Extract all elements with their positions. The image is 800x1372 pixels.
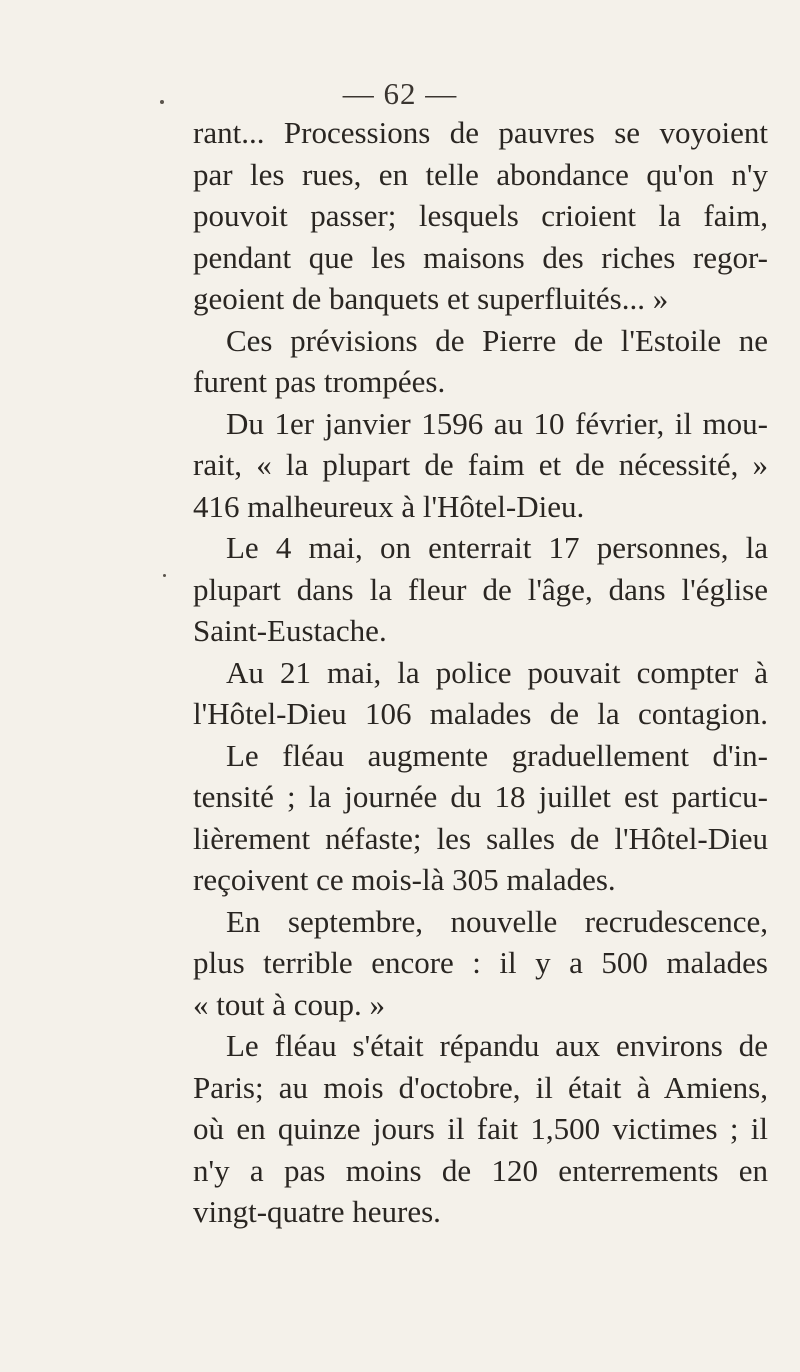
paper-speck xyxy=(160,100,164,104)
text-line: lièrement néfaste; les salles de l'Hôtel-Dieu xyxy=(193,820,768,856)
text-line: pendant que les maisons des riches regor- xyxy=(193,239,768,275)
text-line: geoient de banquets et superfluités... » xyxy=(193,281,669,316)
text-line: par les rues, en telle abondance qu'on n'y xyxy=(193,156,768,192)
body-text xyxy=(193,112,768,1233)
text-line: n'y a pas moins de 120 enterrements en xyxy=(193,1152,768,1188)
text-line: Ces prévisions de Pierre de l'Estoile ne xyxy=(226,322,768,358)
text-line: Le fléau s'était répandu aux environs de xyxy=(226,1028,768,1063)
page-number: — 62 — xyxy=(342,76,458,111)
text-line: Du 1er janvier 1596 au 10 février, il mou- xyxy=(226,405,768,441)
text-line: Paris; au mois d'octobre, il était à Amiens, xyxy=(193,1069,768,1105)
paper-speck xyxy=(163,574,166,577)
text-line: rant... Processions de pauvres se voyoient xyxy=(193,115,768,150)
text-line: Au 21 mai, la police pouvait compter à xyxy=(226,654,768,690)
text-line: Le fléau augmente graduellement d'in- xyxy=(226,737,768,773)
text-line: l'Hôtel-Dieu 106 malades de la contagion. xyxy=(193,696,768,731)
text-line: En septembre, nouvelle recrudescence, xyxy=(226,903,768,939)
text-line: Saint-Eustache. xyxy=(193,613,387,648)
text-line: reçoivent ce mois-là 305 malades. xyxy=(193,862,616,897)
text-line: 416 malheureux à l'Hôtel-Dieu. xyxy=(193,488,585,524)
text-line: pouvoit passer; lesquels crioient la faim, xyxy=(193,198,768,233)
text-line: Le 4 mai, on enterrait 17 personnes, la xyxy=(226,530,768,565)
text-line: plupart dans la fleur de l'âge, dans l'église xyxy=(193,571,768,607)
text-line: où en quinze jours il fait 1,500 victimes ; il xyxy=(193,1111,768,1146)
text-line: plus terrible encore : il y a 500 malades xyxy=(193,945,768,980)
text-line: furent pas trompées. xyxy=(193,364,446,399)
text-line: tensité ; la journée du 18 juillet est particu- xyxy=(193,779,768,814)
text-line: vingt-quatre heures. xyxy=(193,1194,441,1229)
text-line: rait, « la plupart de faim et de nécessité, » xyxy=(193,447,768,482)
text-line: « tout à coup. » xyxy=(193,986,385,1022)
